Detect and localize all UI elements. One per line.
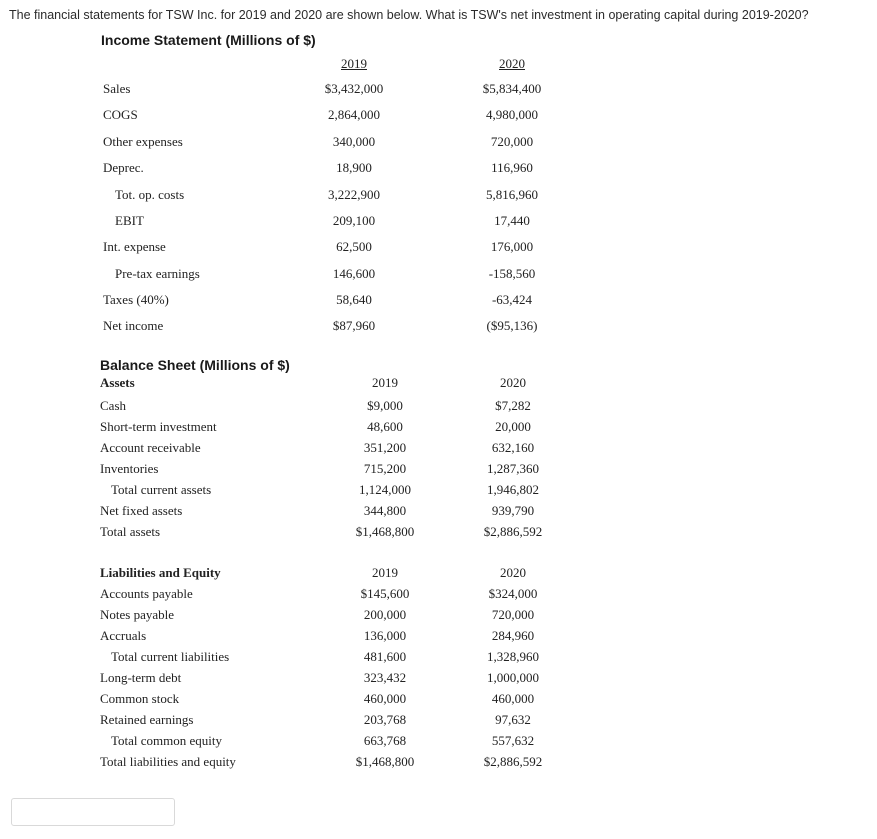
- value-2019: 18,900: [336, 160, 372, 175]
- row-int-expense: [0, 239, 877, 259]
- row-pre-tax-earnings: [0, 266, 877, 286]
- row-accounts-payable: [0, 586, 877, 606]
- row-label: Deprec.: [103, 160, 144, 175]
- value-2019: 136,000: [363, 628, 407, 643]
- row-label: Accounts payable: [100, 586, 193, 601]
- row-label: Net income: [103, 318, 164, 333]
- value-2020: 5,816,960: [486, 187, 538, 202]
- value-2020: $5,834,400: [482, 81, 542, 96]
- value-2019: 340,000: [332, 134, 376, 149]
- value-2020: 20,000: [495, 419, 531, 434]
- assets-year-2019: 2019: [372, 375, 398, 390]
- row-label: Cash: [100, 398, 126, 413]
- value-2020: $324,000: [488, 586, 538, 601]
- row-label: Common stock: [100, 691, 180, 706]
- value-2019: 58,640: [336, 292, 372, 307]
- answer-input[interactable]: [11, 798, 175, 826]
- question-text: The financial statements for TSW Inc. for 2019 and 2020 are shown below. What is TSW's net investment in operating capital during 2019-2020?: [9, 8, 809, 22]
- row-label: Total assets: [100, 524, 161, 539]
- income-statement-title: Income Statement (Millions of $): [101, 32, 316, 48]
- row-deprec: [0, 160, 877, 180]
- row-total-common-equity: [0, 733, 877, 753]
- row-label: Total current assets: [111, 482, 212, 497]
- value-2019: 481,600: [363, 649, 407, 664]
- row-label: Other expenses: [103, 134, 183, 149]
- value-2019: $3,432,000: [324, 81, 384, 96]
- row-label: Inventories: [100, 461, 159, 476]
- row-long-term-debt: [0, 670, 877, 690]
- value-2020: 1,000,000: [487, 670, 539, 685]
- value-2019: 323,432: [363, 670, 407, 685]
- row-cogs: [0, 107, 877, 127]
- value-2019: $87,960: [332, 318, 376, 333]
- row-short-term-investment: [0, 419, 877, 439]
- row-label: Int. expense: [103, 239, 166, 254]
- liabilities-year-2019: 2019: [372, 565, 398, 580]
- value-2019: 3,222,900: [328, 187, 380, 202]
- value-2020: -63,424: [491, 292, 533, 307]
- value-2020: 557,632: [491, 733, 535, 748]
- value-2019: 146,600: [332, 266, 376, 281]
- value-2020: 284,960: [491, 628, 535, 643]
- row-label: Long-term debt: [100, 670, 182, 685]
- row-accruals: [0, 628, 877, 648]
- value-2020: -158,560: [488, 266, 536, 281]
- row-retained-earnings: [0, 712, 877, 732]
- row-label: Pre-tax earnings: [115, 266, 200, 281]
- row-label: COGS: [103, 107, 138, 122]
- row-label: Notes payable: [100, 607, 175, 622]
- row-net-income: [0, 318, 877, 338]
- row-total-assets: [0, 524, 877, 544]
- value-2019: 715,200: [363, 461, 407, 476]
- value-2020: 176,000: [490, 239, 534, 254]
- row-total-liabilities-and-equity: [0, 754, 877, 774]
- row-cash: [0, 398, 877, 418]
- row-label: Accruals: [100, 628, 147, 643]
- row-net-fixed-assets: [0, 503, 877, 523]
- row-inventories: [0, 461, 877, 481]
- row-label: Net fixed assets: [100, 503, 183, 518]
- balance-sheet-title: Balance Sheet (Millions of $): [100, 357, 290, 373]
- value-2019: $1,468,800: [355, 754, 415, 769]
- value-2019: 460,000: [363, 691, 407, 706]
- value-2020: 116,960: [491, 160, 533, 175]
- value-2019: $145,600: [360, 586, 410, 601]
- value-2020: ($95,136): [486, 318, 538, 333]
- value-2019: 663,768: [363, 733, 407, 748]
- row-taxes-40: [0, 292, 877, 312]
- income-year-2019: 2019: [341, 56, 367, 71]
- value-2020: 460,000: [491, 691, 535, 706]
- liabilities-header: Liabilities and Equity: [100, 565, 221, 580]
- liabilities-year-2020: 2020: [500, 565, 526, 580]
- value-2020: $2,886,592: [483, 754, 543, 769]
- row-label: Taxes (40%): [103, 292, 169, 307]
- value-2019: $9,000: [367, 398, 403, 413]
- row-label: Short-term investment: [100, 419, 217, 434]
- value-2019: 200,000: [363, 607, 407, 622]
- liabilities-header-row: [0, 565, 877, 585]
- value-2020: 1,946,802: [487, 482, 539, 497]
- row-label: Sales: [103, 81, 131, 96]
- assets-year-2020: 2020: [500, 375, 526, 390]
- value-2020: 939,790: [491, 503, 535, 518]
- value-2019: 2,864,000: [328, 107, 380, 122]
- value-2020: 1,328,960: [487, 649, 539, 664]
- value-2019: 209,100: [332, 213, 376, 228]
- row-other-expenses: [0, 134, 877, 154]
- row-label: Total liabilities and equity: [100, 754, 236, 769]
- row-tot-op-costs: [0, 187, 877, 207]
- value-2020: 1,287,360: [487, 461, 539, 476]
- value-2020: $2,886,592: [483, 524, 543, 539]
- value-2019: 1,124,000: [359, 482, 411, 497]
- row-label: Total current liabilities: [111, 649, 230, 664]
- row-sales: [0, 81, 877, 101]
- value-2020: 720,000: [490, 134, 534, 149]
- row-label: Retained earnings: [100, 712, 194, 727]
- row-ebit: [0, 213, 877, 233]
- row-total-current-assets: [0, 482, 877, 502]
- value-2020: 632,160: [491, 440, 535, 455]
- value-2019: $1,468,800: [355, 524, 415, 539]
- value-2020: 4,980,000: [486, 107, 538, 122]
- value-2019: 48,600: [367, 419, 403, 434]
- value-2019: 351,200: [363, 440, 407, 455]
- value-2019: 344,800: [363, 503, 407, 518]
- value-2020: 17,440: [494, 213, 530, 228]
- row-notes-payable: [0, 607, 877, 627]
- assets-header: Assets: [100, 375, 135, 390]
- value-2020: 97,632: [495, 712, 531, 727]
- row-account-receivable: [0, 440, 877, 460]
- row-label: EBIT: [115, 213, 144, 228]
- income-year-2020: 2020: [499, 56, 525, 71]
- row-total-current-liabilities: [0, 649, 877, 669]
- value-2020: 720,000: [491, 607, 535, 622]
- assets-header-row: [0, 375, 877, 395]
- value-2020: $7,282: [495, 398, 531, 413]
- value-2019: 62,500: [336, 239, 372, 254]
- row-label: Tot. op. costs: [115, 187, 185, 202]
- value-2019: 203,768: [363, 712, 407, 727]
- row-label: Total common equity: [111, 733, 223, 748]
- income-year-header: [0, 56, 877, 76]
- row-label: Account receivable: [100, 440, 201, 455]
- row-common-stock: [0, 691, 877, 711]
